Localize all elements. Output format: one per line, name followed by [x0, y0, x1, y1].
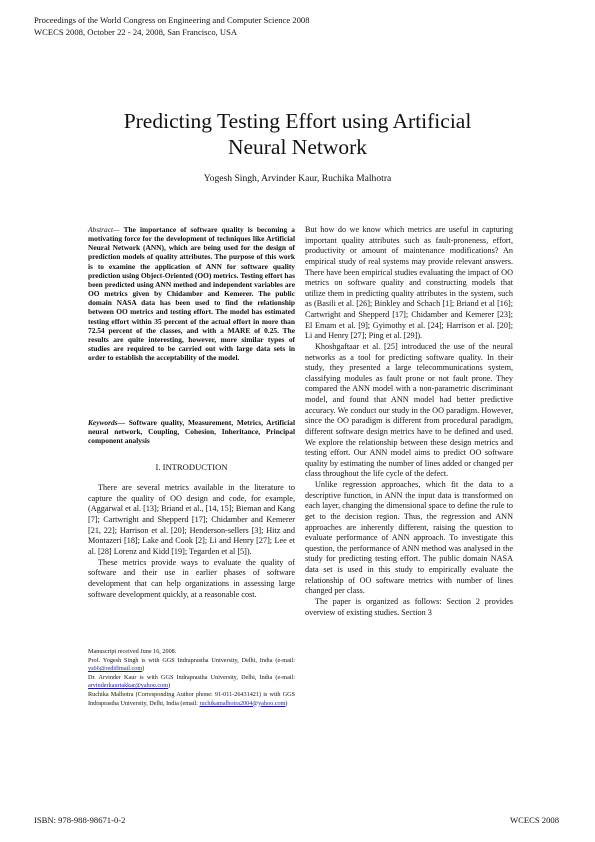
author-note-1 [88, 657, 295, 674]
author-note-end: ) [285, 699, 288, 707]
footnotes [88, 648, 295, 708]
title-line-1: Predicting Testing Effort using Artificial [123, 109, 472, 133]
author-note-2 [88, 674, 295, 691]
introduction-body [88, 483, 295, 600]
keywords-text: Software quality, Measurement, Metrics, Artificial neural network, Coupling, Cohesion, Inheritance, Principal component analysis [88, 418, 295, 446]
manuscript-received: Manuscript received June 16, 2008. [88, 648, 177, 655]
email-link[interactable]: ys66@rediffmail.com [88, 665, 143, 673]
abstract [88, 225, 295, 362]
proceedings-header [34, 14, 310, 39]
author-note-end: ) [142, 665, 145, 673]
header-line-2: WCECS 2008, October 22 - 24, 2008, San Francisco, USA [34, 27, 238, 38]
conference-footer: WCECS 2008 [510, 815, 559, 825]
author-note-3 [88, 691, 295, 708]
right-column-body [305, 225, 513, 618]
email-link[interactable]: ruchikamalhotra2004@yahoo.com [199, 699, 286, 707]
keywords-lead: Keywords— [88, 418, 125, 427]
author-note-end: ) [168, 682, 171, 690]
author-list: Yogesh Singh, Arvinder Kaur, Ruchika Malhotra [203, 173, 392, 184]
section-heading-introduction: I. INTRODUCTION [155, 462, 228, 472]
abstract-text: The importance of software quality is becoming a motivating force for the development of techniques like Artificial Neural Network (ANN), which are being used for the design of prediction models of quality attributes. The purpose of this work is to examine the application of ANN for software quality prediction using Object-Oriented (OO) metrics. Testing effort has been predicted using ANN method and independent variables are OO metrics given by Chidamber and Kemerer. The public domain NASA data has been used to find the relationship between OO metrics and testing effort. The model has estimated testing effort within 35 percent of the actual effort in more than 72.54 percent of the classes, and with a MARE of 0.25. The results are quite interesting, however, more similar types of studies are required to be carried out with large data sets in order to establish the acceptability of the model. [88, 225, 295, 363]
email-link[interactable]: arvinderkaurtakkar@yahoo.com [88, 682, 169, 690]
body-paragraph: The paper is organized as follows: Section 2 provides overview of existing studies. Section 3 [305, 596, 513, 617]
intro-paragraph: These metrics provide ways to evaluate the quality of software and their use in earlier phases of software development that can help organizations in assessing large software development quickly, at a reasonable cost. [88, 557, 295, 599]
author-note-text: Dr. Arvinder Kaur is with GGS Indraprastha University, Delhi, India (e-mail: [88, 673, 295, 681]
author-note-text: Prof. Yogesh Singh is with GGS Indraprastha University, Delhi, India (e-mail: [88, 656, 295, 664]
intro-paragraph: There are several metrics available in the literature to capture the quality of OO design and code, for example, (Aggarwal et al. [13]; Briand et al., [14, 15]; Bieman and Kang [7]; Cartwright and Shepperd [17]; Chidamber and Kemerer [21, 22]; Harrison et al. [20]; Henderson-sellers [3]; Hitz and Montazeri [18]; Lake and Cook [2]; Li and Henry [27]; Lee et al. [28] Lorenz and Kidd [19]; Tegarden et al [5]). [88, 483, 295, 556]
abstract-lead: Abstract— [88, 225, 120, 234]
body-paragraph: But how do we know which metrics are useful in capturing important quality attributes such as fault-proneness, effort, productivity or amount of maintenance modifications? An empirical study of real systems may provide relevant answers. There have been empirical studies evaluating the impact of OO metrics on software quality and constructing models that utilize them in predicting quality attributes in the system, such as (Basili et al. [26]; Binkley and Schach [1]; Briand et al [16]; Cartwright and Shepperd [17]; Chidamber and Kemerer [23]; El Emam et al. [9]; Gyimothy et al. [24]; Harrison et al. [20]; Li and Henry [27]; Ping et al. [29]). [305, 225, 513, 341]
isbn-footer: ISBN: 978-988-98671-0-2 [34, 815, 126, 825]
keywords [88, 418, 295, 445]
paper-title [40, 108, 555, 160]
body-paragraph: Unlike regression approaches, which fit the data to a descriptive function, in ANN the input data is transformed on each layer, changing the dimensional space to define the rule to get to the decision region. Thus, the regression and ANN approaches are inherently different, raising the question to evaluate performance of ANN approach. To investigate this question, the performance of ANN method was analysed in the study for predicting testing effort. The public domain NASA data set is used in this study to empirically evaluate the relationship of OO software metrics with number of lines changed per class. [305, 480, 513, 596]
title-line-2: Neural Network [227, 135, 368, 159]
body-paragraph: Khoshgaftaar et al. [25] introduced the use of the neural networks as a tool for predicting software quality. In their study, they presented a large telecommunications system, classifying modules as fault prone or not fault prone. They compared the ANN model with a non-parametric discriminant model, and found that ANN model had better predictive accuracy. We conduct our study in the OO paradigm. However, since the OO paradigm is different from procedural paradigm, different software design metrics have to be defined and used. We explore the relationship between these design metrics and testing effort. Our ANN model aims to predict OO software quality by estimating the number of lines added or changed per class throughout the life cycle of the defect. [305, 341, 513, 479]
author-note-text: Ruchika Malhotra (Corresponding Author phone: 91-011-26431421) is with GGS Indraprastha University, Delhi, India (email: [88, 690, 295, 707]
header-line-1: Proceedings of the World Congress on Engineering and Computer Science 2008 [34, 15, 310, 25]
